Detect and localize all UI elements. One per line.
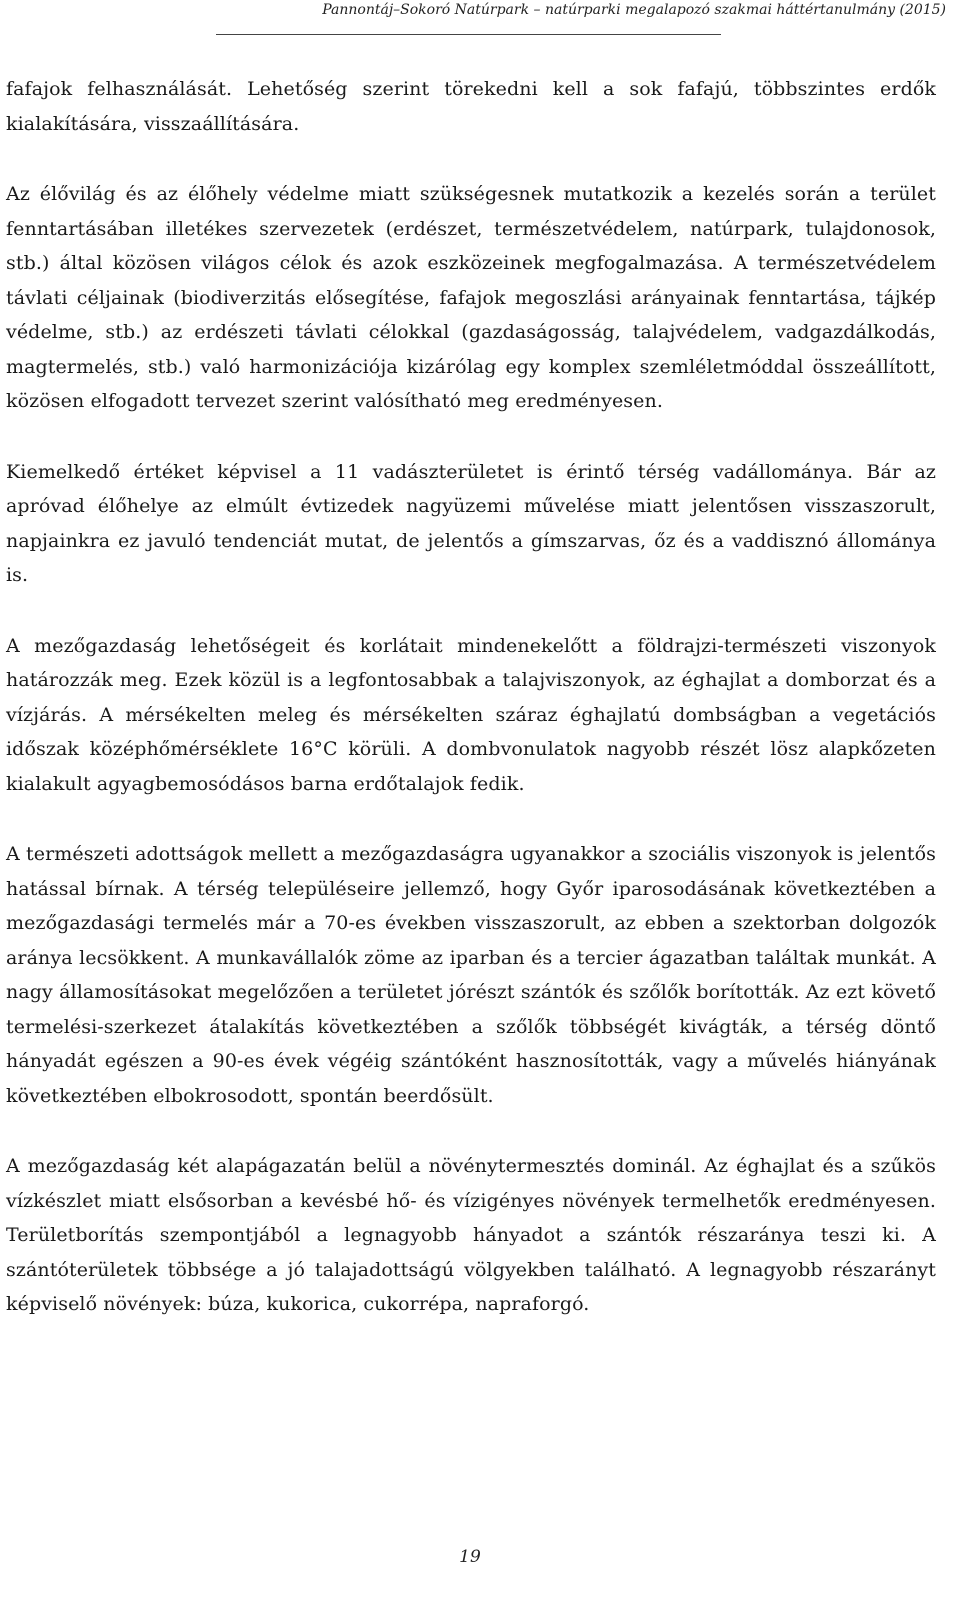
running-header-title: Pannontáj–Sokoró Natúrpark – natúrparki megalapozó szakmai háttértanulmány (2015): [322, 2, 946, 18]
paragraph-game-stock: Kiemelkedő értéket képvisel a 11 vadászterületet is érintő térség vadállománya. Bár az apróvad élőhelye az elmúlt évtizedek nagyüzemi művelése miatt jelentősen visszaszorult, napjainkra ez javuló tendenciát mutat, de jelentős a gímszarvas, őz és a vaddisznó állománya is.: [6, 460, 936, 586]
document-body: [6, 72, 936, 1322]
page-header: [0, 0, 960, 40]
paragraph-social-conditions: A természeti adottságok mellett a mezőgazdaságra ugyanakkor a szociális viszonyok is jelentős hatással bírnak. A térség településeire jellemző, hogy Győr iparosodásának következtében a mezőgazdasági termelés már a 70-es években visszaszorult, az ebben a szektorban dolgozók aránya lecsökkent. A munkavállalók zöme az iparban és a tercier ágazatban találtak munkát. A nagy államosításokat megelőzően a területet jórészt szántók és szőlők borították. Az ezt követő termelési-szerkezet átalakítás következtében a szőlők többségét kivágták, a térség döntő hányadát egészen a 90-es évek végéig szántóként hasznosították, vagy a művelés hiányának következtében elbokrosodott, spontán beerdősült.: [6, 843, 936, 1107]
paragraph-habitat-protection: Az élővilág és az élőhely védelme miatt szükségesnek mutatkozik a kezelés során a terület fenntartásában illetékes szervezetek (erdészet, természetvédelem, natúrpark, tulajdonosok, stb.) által közösen világos célok és azok eszközeinek megfogalmazása. A természetvédelem távlati céljainak (biodiverzitás elősegítése, fafajok megoszlási arányainak fenntartása, tájkép védelme, stb.) az erdészeti távlati célokkal (gazdaságosság, talajvédelem, vadgazdálkodás, magtermelés, stb.) való harmonizációja kizárólag egy komplex szemléletmóddal összeállított, közösen elfogadott tervezet szerint valósítható meg eredményesen.: [6, 183, 936, 412]
paragraph-agriculture-conditions: A mezőgazdaság lehetőségeit és korlátait mindenekelőtt a földrajzi-természeti viszonyok határozzák meg. Ezek közül is a legfontosabbak a talajviszonyok, az éghajlat a domborzat és a vízjárás. A mérsékelten meleg és mérsékelten száraz éghajlatú dombságban a vegetációs időszak középhőmérséklete 16°C körüli. A dombvonulatok nagyobb részét lösz alapkőzeten kialakult agyagbemosódásos barna erdőtalajok fedik.: [6, 634, 936, 795]
page-number: 19: [459, 1547, 481, 1567]
paragraph-crop-production: A mezőgazdaság két alapágazatán belül a növénytermesztés dominál. Az éghajlat és a szűkös vízkészlet miatt elsősorban a kevésbé hő- és vízigényes növények termelhetők eredményesen. Területborítás szempontjából a legnagyobb hányadot a szántók részaránya teszi ki. A szántóterületek többsége a jó talajadottságú völgyekben található. A legnagyobb részarányt képviselő növények: búza, kukorica, cukorrépa, napraforgó.: [6, 1155, 936, 1315]
paragraph-forest-species: fafajok felhasználását. Lehetőség szerint törekedni kell a sok fafajú, többszintes erdők kialakítására, visszaállítására.: [6, 78, 936, 135]
header-divider: [216, 34, 721, 35]
